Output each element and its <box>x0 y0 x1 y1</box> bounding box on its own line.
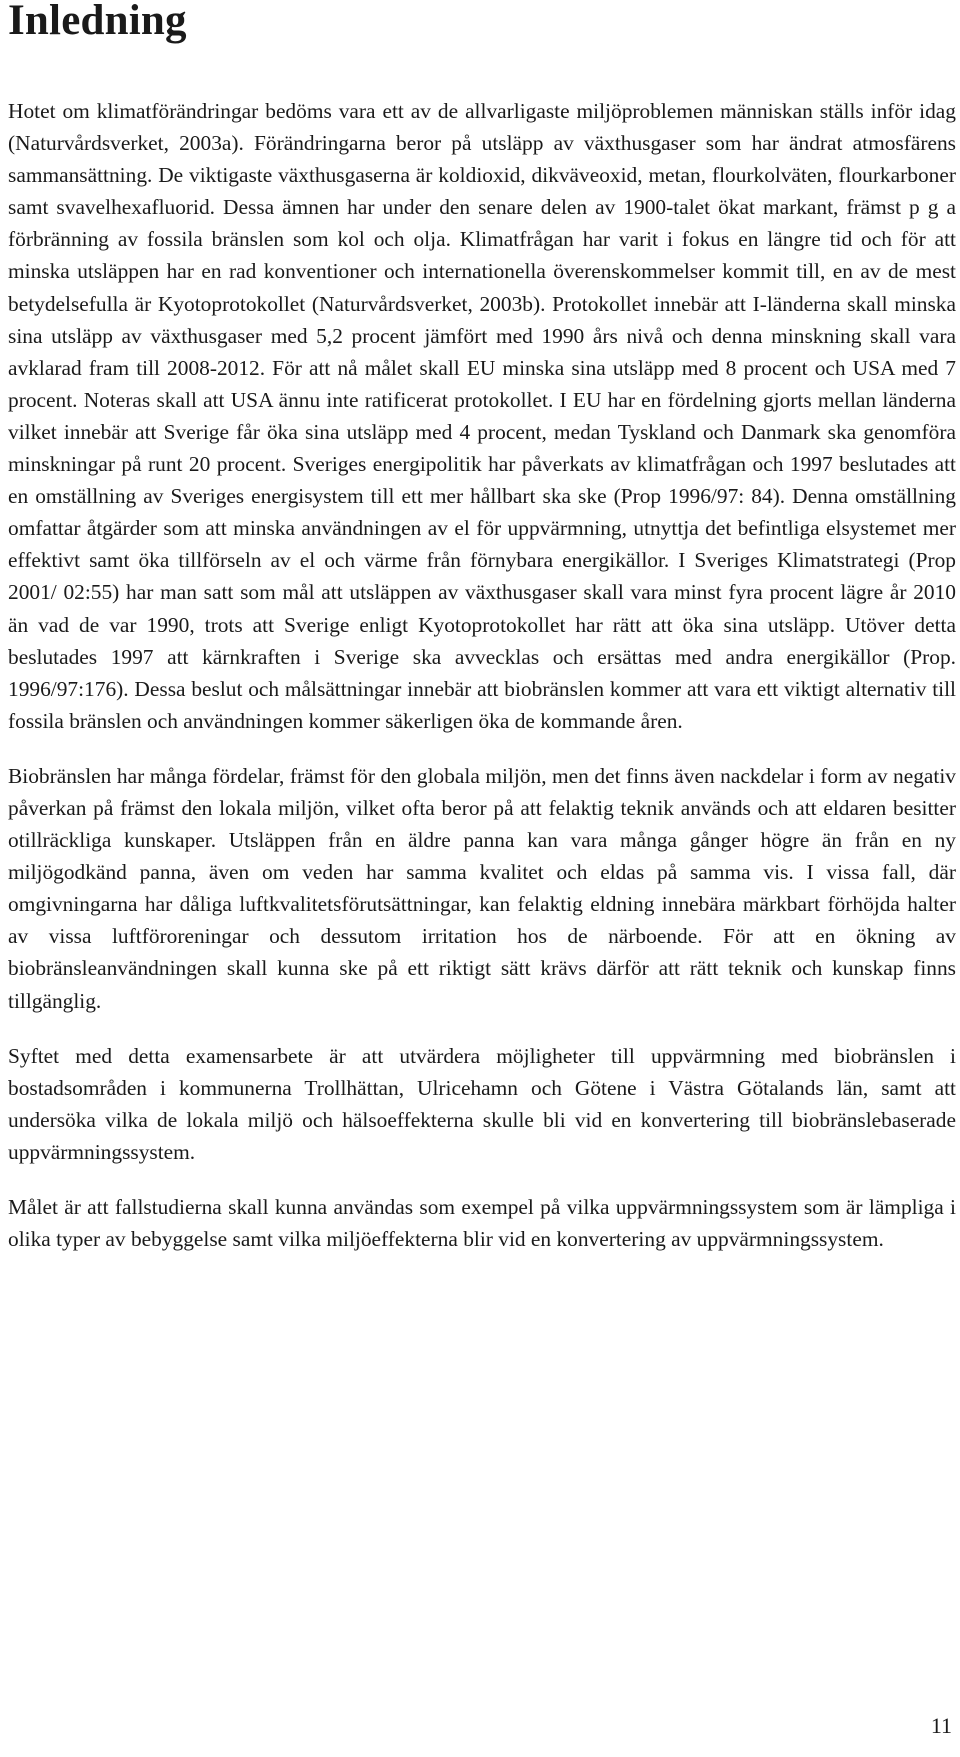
page-number: 11 <box>930 1713 952 1738</box>
body-paragraph-2: Biobränslen har många fördelar, främst för den globala miljön, men det finns även nackdelar i form av negativ påverkan på främst den lokala miljön, vilket ofta beror på att felaktig teknik används och att eldaren besitter otillräckliga kunskaper. Utsläppen från en äldre panna kan vara många gånger högre än från en ny miljögodkänd panna, även om veden har samma kvalitet och eldas på samma vis. I vissa fall, där omgivningarna har dåliga luftkvalitetsförutsättningar, kan felaktig eldning innebära märkbart förhöjda halter av vissa luftföroreningar och dessutom irritation hos de närboende. För att en ökning av biobränsleanvändningen skall kunna ske på ett riktigt sätt krävs därför att rätt teknik och kunskap finns tillgänglig. <box>8 763 956 1013</box>
body-paragraph-3: Syftet med detta examensarbete är att utvärdera möjligheter till uppvärmning med biobränslen i bostadsområden i kommunerna Trollhättan, Ulricehamn och Götene i Västra Götalands län, samt att undersöka vilka de lokala miljö och hälsoeffekterna skulle bli vid en konvertering till biobränslebaserade uppvärmningssystem. <box>8 1043 956 1164</box>
body-paragraph-1: Hotet om klimatförändringar bedöms vara ett av de allvarligaste miljöproblemen människan ställs inför idag (Naturvårdsverket, 2003a). Förändringarna beror på utsläpp av växthusgaser som har ändrat atmosfärens sammansättning. De viktigaste växthusgaserna är koldioxid, dikväveoxid, metan, flourkolväten, flourkarboner samt svavelhexafluorid. Dessa ämnen har under den senare delen av 1900-talet ökat markant, främst p g a förbränning av fossila bränslen som kol och olja. Klimatfrågan har varit i fokus en längre tid och för att minska utsläppen har en rad konventioner och internationella överenskommelser kommit till, en av de mest betydelsefulla är Kyotoprotokollet (Naturvårdsverket, 2003b). Protokollet innebär att I-länderna skall minska sina utsläpp av växthusgaser med 5,2 procent jämfört med 1990 års nivå och denna minskning skall vara avklarad fram till 2008-2012. För att nå målet skall EU minska sina utsläpp med 8 procent och USA med 7 procent. Noteras skall att USA ännu inte ratificerat protokollet. I EU har en fördelning gjorts mellan länderna vilket innebär att Sverige får öka sina utsläpp med 4 procent, medan Tyskland och Danmark ska genomföra minskningar på runt 20 procent. Sveriges energipolitik har påverkats av klimatfrågan och 1997 beslutades att en omställning av Sveriges energisystem till ett mer hållbart ska ske (Prop 1996/97: 84). Denna omställning omfattar åtgärder som att minska användningen av el för uppvärmning, utnyttja det befintliga elsystemet mer effektivt samt öka tillförseln av el och värme från förnybara energikällor. I Sveriges Klimatstrategi (Prop 2001/ 02:55) har man satt som mål att utsläppen av växthusgaser skall vara minst fyra procent lägre år 2010 än vad de var 1990, trots att Sverige enligt Kyotoprotokollet har rätt att öka sina utsläpp. Utöver detta beslutades 1997 att kärnkraften i Sverige ska avvecklas och ersättas med andra energikällor (Prop. 1996/97:176). Dessa beslut och målsättningar innebär att biobränslen kommer att vara ett viktigt alternativ till fossila bränslen och användningen kommer säkerligen öka de kommande åren. <box>8 99 956 733</box>
body-paragraph-4: Målet är att fallstudierna skall kunna användas som exempel på vilka uppvärmningssystem som är lämpliga i olika typer av bebyggelse samt vilka miljöeffekterna blir vid en konvertering av uppvärmningssystem. <box>8 1195 956 1252</box>
section-heading: Inledning <box>8 0 187 44</box>
document-page <box>8 0 956 1255</box>
